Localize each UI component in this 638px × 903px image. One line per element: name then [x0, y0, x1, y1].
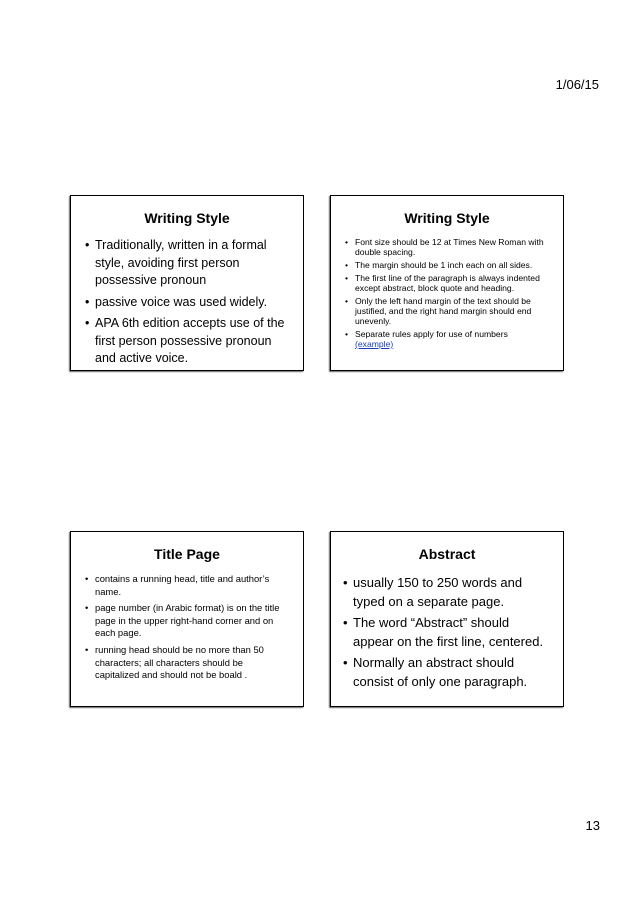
- bullet-item: [85, 315, 287, 368]
- bullet-icon: •: [85, 643, 89, 655]
- slide-title: Abstract: [418, 546, 476, 562]
- bullet-icon: •: [345, 296, 349, 306]
- bullet-text: Font size should be 12 at Times New Roman with double spacing.: [355, 237, 544, 257]
- bullet-list: [343, 573, 553, 691]
- bullet-text: APA 6th edition accepts use of the first person possessive pronoun and active voice.: [95, 316, 285, 365]
- bullet-icon: •: [85, 294, 90, 309]
- slide-writing-style-1: [70, 195, 304, 371]
- bullet-text: The word “Abstract” should appear on the first line, centered.: [353, 615, 544, 649]
- bullet-item: [343, 613, 553, 651]
- slide-title: Writing Style: [404, 210, 490, 226]
- bullet-icon: •: [343, 655, 348, 670]
- bullet-item: [85, 644, 289, 682]
- slide-title-page: [70, 531, 304, 707]
- slide-abstract: [330, 531, 564, 707]
- bullet-item: [343, 573, 553, 611]
- bullet-item: [345, 296, 551, 326]
- bullet-text: usually 150 to 250 words and typed on a separate page.: [353, 575, 523, 609]
- bullet-icon: •: [345, 329, 349, 339]
- bullet-item: [85, 237, 287, 290]
- slide-writing-style-2: [330, 195, 564, 371]
- bullet-text: Traditionally, written in a formal style, avoiding first person possessive pronoun: [95, 238, 267, 287]
- bullet-text: page number (in Arabic format) is on the title page in the upper right-hand corner and on each page.: [95, 602, 280, 639]
- slide-title: Title Page: [154, 546, 220, 562]
- slide-title: Writing Style: [144, 210, 230, 226]
- bullet-text: contains a running head, title and author’s name.: [95, 573, 270, 597]
- bullet-icon: •: [345, 273, 349, 283]
- bullet-icon: •: [85, 316, 90, 330]
- bullet-item: [345, 273, 551, 293]
- bullet-icon: •: [345, 237, 349, 247]
- bullet-text: Only the left hand margin of the text should be justified, and the right hand margin should end unevenly.: [355, 296, 532, 326]
- bullet-text: running head should be no more than 50 characters; all characters should be capitalized and should not be boald .: [95, 643, 264, 681]
- bullet-text: Separate rules apply for use of numbers: [355, 329, 508, 339]
- header-date: 1/06/15: [555, 77, 599, 92]
- bullet-icon: •: [343, 615, 348, 630]
- bullet-list: [85, 573, 289, 682]
- bullet-item: [343, 653, 553, 691]
- bullet-list: [85, 237, 287, 368]
- bullet-item: [85, 294, 287, 312]
- example-link[interactable]: (example): [355, 339, 394, 349]
- bullet-icon: •: [345, 260, 349, 270]
- bullet-text: Normally an abstract should consist of only one paragraph.: [353, 655, 528, 689]
- bullet-icon: •: [343, 575, 348, 590]
- bullet-item: [345, 260, 551, 270]
- bullet-item: [345, 237, 551, 257]
- bullet-list: [345, 237, 551, 349]
- page-number: 13: [585, 818, 600, 833]
- bullet-icon: •: [85, 602, 89, 614]
- bullet-item: [85, 602, 289, 640]
- bullet-item: [85, 573, 289, 598]
- bullet-icon: •: [85, 573, 89, 584]
- bullet-item: [345, 329, 551, 349]
- bullet-text: The first line of the paragraph is always indented except abstract, block quote and heading.: [355, 273, 540, 293]
- bullet-icon: •: [85, 238, 90, 252]
- bullet-text: passive voice was used widely.: [95, 294, 268, 309]
- bullet-text: The margin should be 1 inch each on all sides.: [355, 260, 533, 270]
